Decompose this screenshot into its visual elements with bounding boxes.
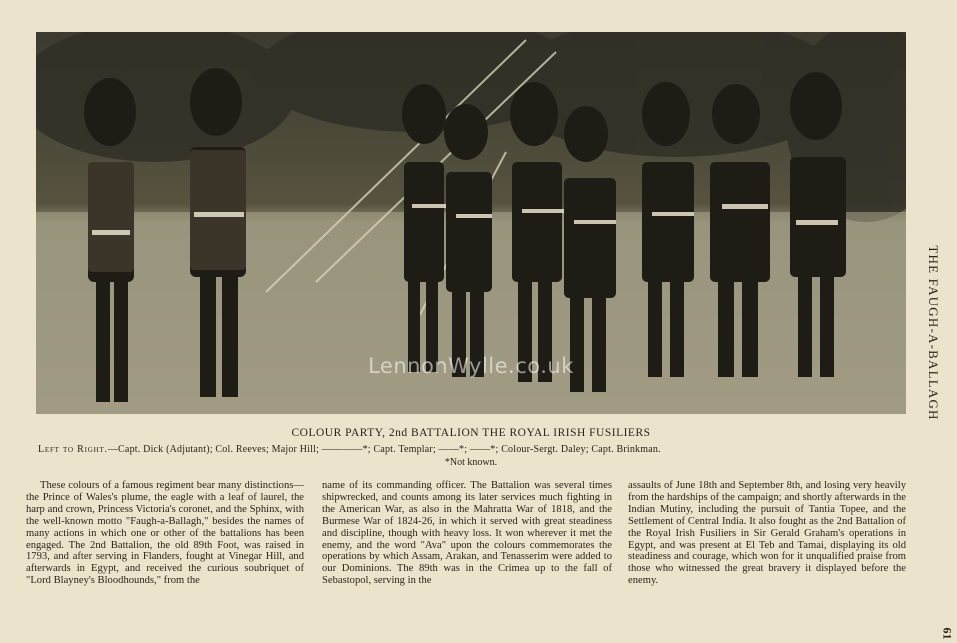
caption-footnote: *Not known.	[444, 457, 498, 468]
watermark-text: LennonWylle.co.uk	[368, 354, 574, 378]
article-column-3: assaults of June 18th and September 8th, and losing very heavily from the hardships of the campaign; and shortly afterwards in the Indian Mutiny, including the pursuit of Tantia Topee, and the Settlement of Central India. It also fought as the 2nd Battalion of the Royal Irish Fusiliers in Sir Gerald Graham's operations in Egypt, and was present at El Teb and Tamai, displaying its old steadiness and courage, which won for it unqualified praise from those who witnessed the great bravery it displayed before the enemy.	[628, 480, 906, 587]
photo-caption-title: COLOUR PARTY, 2nd BATTALION THE ROYAL IRISH FUSILIERS	[291, 427, 651, 439]
article-column-1: These colours of a famous regiment bear many distinctions—the Prince of Wales's plume, the eagle with a leaf of laurel, the harp and crown, Princess Victoria's coronet, and the Sphinx, with the well-known motto "Faugh-a-Ballagh," besides the names of many actions in which one or other of the battalions has been engaged. The 2nd Battalion, the old 89th Foot, was raised in 1793, and after serving in Flanders, fought at Vinegar Hill, and afterwards in Egypt, and received the curious soubriquet of "Lord Blayney's Bloodhounds," from the	[26, 480, 304, 587]
running-head-title: THE FAUGH-A-BALLAGH	[926, 245, 941, 421]
caption-lead: Left to Right.	[38, 444, 108, 455]
photo-caption-names	[38, 441, 898, 458]
page-number: 61	[940, 627, 955, 640]
caption-names-list: —Capt. Dick (Adjutant); Col. Reeves; Major Hill; ————*; Capt. Templar; ——*; ——*; Colour-Sergt. Daley; Capt. Brinkman.	[107, 444, 661, 455]
regiment-photograph	[36, 32, 906, 414]
article-column-2: name of its commanding officer. The Battalion was several times shipwrecked, and counts among its later services much fighting in the American War, as also in the Mahratta War of 1818, and the Burmese War of 1824-26, in which it served with great steadiness and discipline, though with heavy loss. It won wherever it met the enemy, and the word "Ava" upon the colours commemorates the operations by which Assam, Arakan, and Tenasserim were added to our Dominions. The 89th was in the Crimea up to the fall of Sebastopol, serving in the	[322, 480, 612, 587]
